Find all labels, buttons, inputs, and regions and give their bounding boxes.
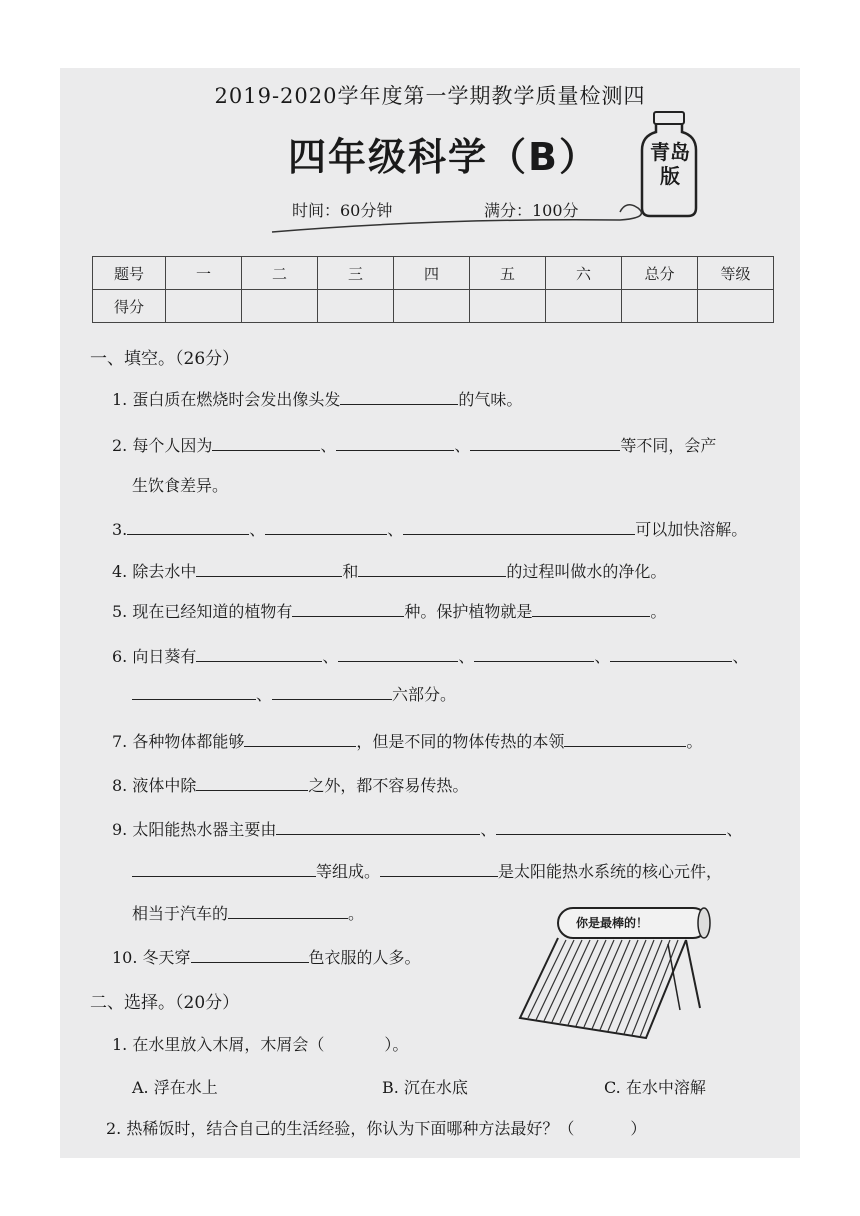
section-2-heading: 二、选择。（20分） (90, 993, 240, 1013)
question-1-9-cont: 等组成。 是太阳能热水系统的核心元件， (132, 858, 722, 882)
question-1-1: 1. 蛋白质在燃烧时会发出像头发 的气味。 (112, 386, 522, 410)
answer-blank[interactable] (272, 681, 392, 700)
answer-blank[interactable] (196, 558, 342, 577)
answer-blank[interactable] (212, 432, 320, 451)
score-cell[interactable] (470, 290, 546, 323)
answer-blank[interactable] (474, 643, 594, 662)
question-1-9: 9. 太阳能热水器主要由 、 、 (112, 816, 742, 840)
heater-caption: 你是最棒的！ (576, 916, 649, 930)
answer-blank[interactable] (380, 858, 498, 877)
answer-blank[interactable] (532, 598, 650, 617)
answer-blank[interactable] (132, 681, 256, 700)
table-row (93, 257, 774, 290)
question-1-2-cont: 生饮食差异。 (132, 476, 229, 495)
badge-label: 青岛版 (650, 140, 690, 188)
score-cell[interactable] (318, 290, 394, 323)
answer-blank[interactable] (265, 516, 387, 535)
score-cell[interactable] (698, 290, 774, 323)
answer-blank[interactable] (228, 900, 348, 919)
answer-blank[interactable] (292, 598, 404, 617)
score-cell[interactable] (622, 290, 698, 323)
time-limit: 时间：60分钟 (292, 201, 393, 220)
answer-blank[interactable] (196, 772, 308, 791)
exam-title: 四年级科学（B） (288, 135, 599, 179)
option-a: A. 浮在水上 (132, 1078, 218, 1097)
score-cell[interactable] (546, 290, 622, 323)
answer-blank[interactable] (338, 643, 458, 662)
exam-header: 2019-2020学年度第一学期教学质量检测四 (214, 84, 646, 108)
answer-blank[interactable] (132, 858, 316, 877)
question-1-7: 7. 各种物体都能够 ，但是不同的物体传热的本领 。 (112, 728, 702, 752)
col-header: 一 (166, 257, 242, 290)
question-1-6-cont: 、 六部分。 (132, 681, 456, 705)
score-table (92, 256, 774, 323)
table-row (93, 290, 774, 323)
question-1-6: 6. 向日葵有 、 、 、 、 (112, 643, 748, 667)
option-c: C. 在水中溶解 (604, 1078, 706, 1097)
answer-blank[interactable] (496, 816, 726, 835)
col-header: 四 (394, 257, 470, 290)
col-header: 等级 (698, 257, 774, 290)
col-header: 总分 (622, 257, 698, 290)
row-header-question: 题号 (93, 257, 166, 290)
col-header: 二 (242, 257, 318, 290)
question-2-2: 2. 热稀饭时，结合自己的生活经验，你认为下面哪种方法最好？（ ） (106, 1119, 647, 1138)
answer-blank[interactable] (564, 728, 686, 747)
answer-blank[interactable] (336, 432, 454, 451)
exam-sheet (60, 68, 800, 1158)
decorative-curve (60, 68, 800, 268)
score-cell[interactable] (166, 290, 242, 323)
score-cell[interactable] (394, 290, 470, 323)
answer-blank[interactable] (127, 516, 249, 535)
question-1-8: 8. 液体中除 之外，都不容易传热。 (112, 772, 468, 796)
question-1-3: 3. 、 、 可以加快溶解。 (112, 516, 747, 540)
answer-blank[interactable] (340, 386, 458, 405)
row-header-score: 得分 (93, 290, 166, 323)
question-1-2: 2. 每个人因为 、 、 等不同，会产 (112, 432, 716, 456)
question-1-4: 4. 除去水中 和 的过程叫做水的净化。 (112, 558, 666, 582)
question-1-5: 5. 现在已经知道的植物有 种。保护植物就是 。 (112, 598, 666, 622)
question-2-1: 1. 在水里放入木屑，木屑会（ ）。 (112, 1035, 409, 1054)
section-1-heading: 一、填空。（26分） (90, 349, 240, 369)
question-1-9-cont2: 相当于汽车的 。 (132, 900, 364, 924)
answer-blank[interactable] (358, 558, 506, 577)
col-header: 六 (546, 257, 622, 290)
question-1-10: 10. 冬天穿 色衣服的人多。 (112, 944, 421, 968)
answer-blank[interactable] (610, 643, 732, 662)
option-b: B. 沉在水底 (382, 1078, 468, 1097)
full-score: 满分：100分 (484, 201, 579, 220)
answer-blank[interactable] (191, 944, 309, 963)
answer-blank[interactable] (470, 432, 620, 451)
col-header: 五 (470, 257, 546, 290)
score-cell[interactable] (242, 290, 318, 323)
answer-blank[interactable] (196, 643, 322, 662)
answer-blank[interactable] (276, 816, 480, 835)
answer-blank[interactable] (244, 728, 356, 747)
answer-blank[interactable] (403, 516, 635, 535)
col-header: 三 (318, 257, 394, 290)
